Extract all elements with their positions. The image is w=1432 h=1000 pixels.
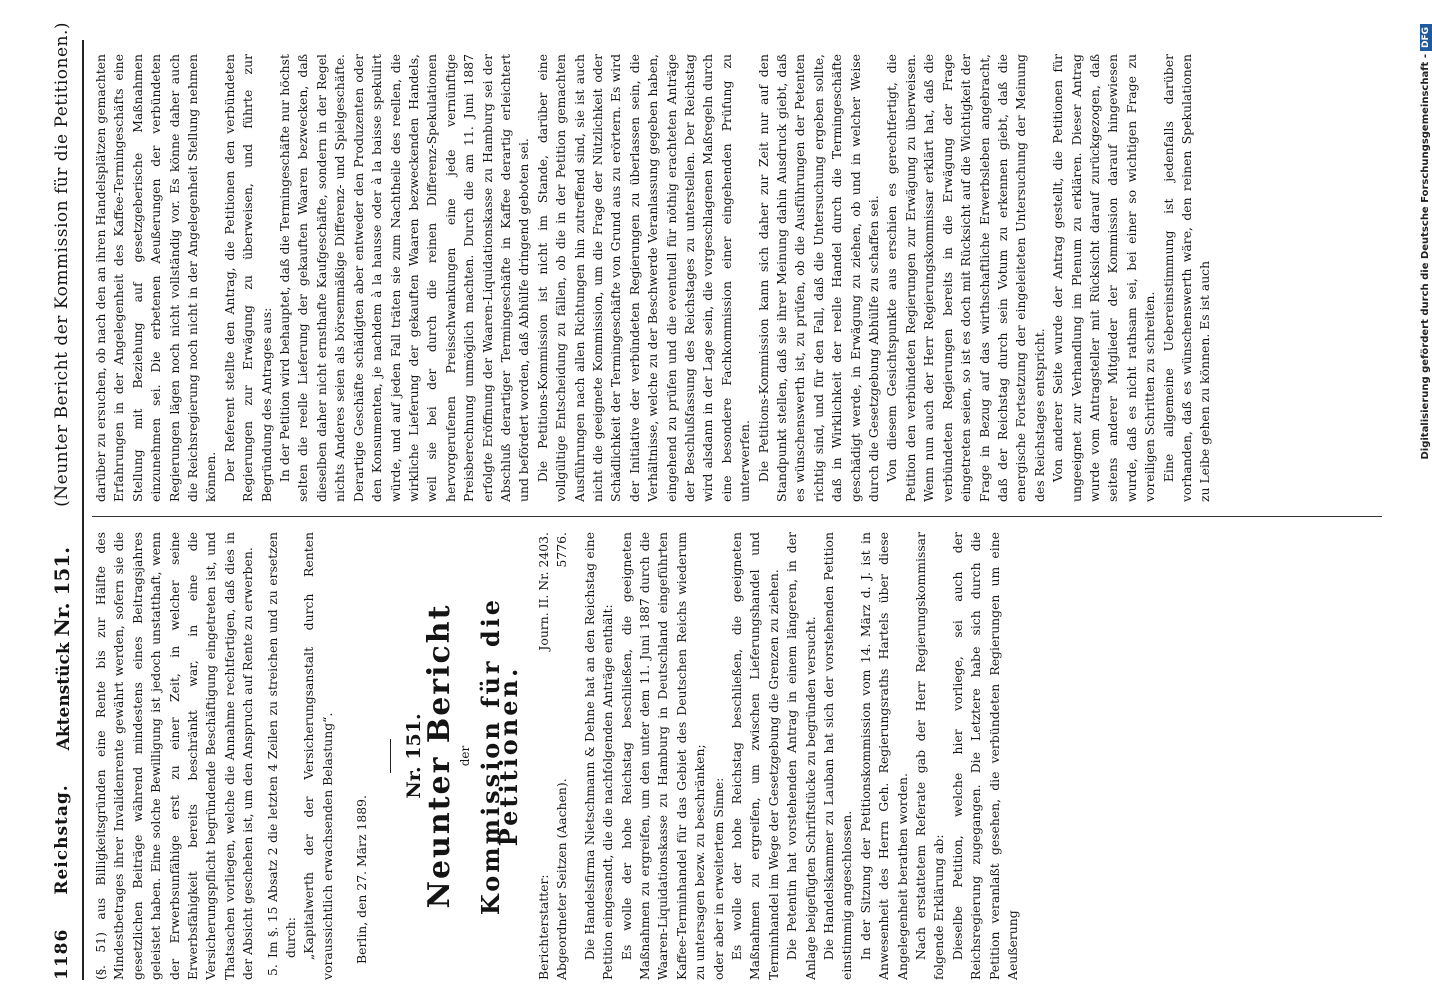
digitization-credit (1420, 24, 1432, 984)
reporter-label: Berichterstatter: (535, 874, 551, 980)
list-quote: „Kapitalwerth der der Versicherungsanstalt durch Renten voraussichtlich erwachsenden Belastung“. (301, 532, 335, 980)
left-column (92, 532, 1382, 980)
list-number: 5. (264, 964, 280, 976)
page-number: 1186 (52, 928, 72, 980)
paragraph: Der Referent stellte den Antrag, die Petitionen den verbündeten Regierungen zur Erwägung zu überweisen, und führte zur Begründung des Antrages aus: (221, 54, 274, 502)
paragraph: In der Petition wird behauptet, daß die Termingeschäfte nur höchst selten die reelle Lieferung der gekauften Waaren bezwecken, daß dieselben daher nicht ernsthafte Kaufgeschäfte, sondern in der Regel nichts Anderes seien als börsenmäßige Differenz- und Spielgeschäfte. Derartige Geschäfte schädigten aber entweder den Produzenten oder den Konsumenten, je nachdem à la hausse oder à la baisse spekulirt würde, und auf jeden Fall träten sie zum Nachtheile des reellen, die wirkliche Lieferung der gekauften Waaren bezweckenden Handels, weil sie bei der durch die reinen Differenz-Spekulationen hervorgerufenen Preisschwankungen eine jede vernünftige Preisberechnung unmöglich machten. Durch die am 11. Juni 1887 erfolgte Eröffnung der Waaren-Liquidationskasse zu Hamburg sei der Abschluß derartiger Termingeschäfte in Kaffee derartig erleichtert und befördert worden, daß Abhülfe dringend geboten sei. (277, 54, 532, 502)
paragraph: Dieselbe Petition, welche hier vorliege, sei auch der Reichsregierung zugegangen. Die Letztere habe sich durch die Petition veranlaßt gesehen, die verbündeten Regierungen um eine Aeußerung (949, 532, 1021, 980)
paragraph: oder aber in erweitertem Sinne: (710, 777, 726, 980)
paragraph: Es wolle der hohe Reichstag beschließen, die geeigneten Maßnahmen zu ergreifen, um zwischen Lieferungshandel und Terminhandel im Wege der Gesetzgebung die Grenzen zu ziehen. (728, 532, 781, 980)
paragraph: darüber zu ersuchen, ob nach den an ihren Handelsplätzen gemachten Erfahrungen in der Angelegenheit des Kaffee-Termingeschäfts eine Stellung mit Beziehung auf gesetzgeberische Maßnahmen einzunehmen sei. Die erbetenen Aeußerungen der verbündeten Regierungen lägen noch nicht vollständig vor. Es könne daher auch die Reichsregierung noch nicht in der Angelegenheit Stellung nehmen können. (93, 54, 219, 502)
dateline: Berlin, den 27. März 1889. (354, 795, 370, 964)
paragraph: Die Petentin hat vorstehenden Antrag in einem längeren, in der Anlage beigefügten Schriftstücke zu begründen versucht. (784, 532, 818, 980)
journal-ref-2: 5776. (553, 532, 569, 568)
intro-paragraph: (§. 51) aus Billigkeitsgründen eine Rente bis zur Hälfte des Mindestbetrages ihrer Invalidenrente gewährt werden, sofern sie die gesetzlichen Beiträge während mindestens eines Beitragsjahres geleistet haben. Eine solche Bewilligung ist jedoch unstatthaft, wenn der Erwerbsunfähige erst zu einer Zeit, in welcher seine Erwerbsfähigkeit bereits beschränkt war, in eine die Versicherungspflicht begründende Beschäftigung eingetreten ist, und Thatsachen vorliegen, welche die Annahme rechtfertigen, daß dies in der Absicht geschehen ist, um den Anspruch auf Rente zu erwerben. (93, 532, 256, 980)
paragraph: Es wolle der hohe Reichstag beschließen, die geeigneten Maßnahmen zu ergreifen, um den unter dem 11. Juni 1887 durch die Waaren-Liquidationskasse zu Hamburg in Deutschland eingeführten Kaffee-Terminhandel für das Gebiet des Deutschen Reichs wiederum zu untersagen bezw. zu beschränken; (618, 532, 708, 980)
separator-rule (390, 739, 391, 773)
document-label (50, 547, 74, 750)
journal-block (535, 532, 571, 651)
right-column (92, 54, 1382, 502)
paragraph: Von anderer Seite wurde der Antrag gestellt, die Petitionen für ungeeignet zur Verhandlung im Plenum zu erklären. Dieser Antrag wurde vom Antragsteller mit Rücksicht darauf zurückgezogen, daß seitens anderer Mitglieder der Kommission darauf hingewiesen wurde, daß es nicht rathsam sei, bei einer so wichtigen Frage zu voreiligen Schritten zu schreiten. (1050, 54, 1158, 502)
page-header (42, 21, 84, 980)
reporter-name: Abgeordneter Seitzen (Aachen). (553, 778, 569, 980)
list-item-text: Im §. 15 Absatz 2 die letzten 4 Zeilen zu streichen und zu ersetzen durch: (264, 532, 299, 958)
column-rule (92, 516, 1382, 517)
paragraph: Die Handelsfirma Nietschmann & Dehne hat an den Reichstag eine Petition eingesandt, die die nachfolgenden Anträge enthält: (581, 532, 616, 980)
paragraph: Die Petitions-Kommission ist nicht im Stande, darüber eine vollgültige Entscheidung zu fällen, ob die in der Petition gemachten Ausführungen nach allen Richtungen hin zutreffend sind, sie ist auch nicht die geeignete Kommission, um die Frage der Nützlichkeit oder Schädlichkeit der Termingeschäfte von Grund aus zu erörtern. Es wird der Initiative der verbündeten Regierungen zu überlassen sein, die Verhältnisse, welche zu der Beschwerde Veranlassung gegeben haben, eingehend zu prüfen und die eventuell für nöthig erachteten Anträge der Beschlußfassung des Reichstages zu unterstellen. Der Reichstag wird alsdann in der Lage sein, die vorgeschlagenen Maßregeln durch eine besondere Fachkommission einer eingehenden Prüfung zu unterwerfen. (534, 54, 753, 502)
running-subject: (Neunter Bericht der Kommission für die Petitionen.) (52, 21, 72, 507)
running-title: Reichstag. (52, 784, 72, 895)
report-der: der (457, 745, 472, 767)
paragraph: In der Sitzung der Petitionskommission vom 14. März d. J. ist in Anwesenheit des Herrn Geh. Regierungsraths Hartels über diese Angelegenheit berathen worden. (857, 532, 910, 980)
credit-text (1420, 24, 1432, 964)
credit-line: Digitalisierung gefördert durch die Deutsche Forschungsgemeinschaft - (1420, 54, 1431, 460)
report-meta (535, 532, 571, 980)
document-label-text: Aktenstück (54, 642, 74, 751)
paragraph: Von diesem Gesichtspunkte aus erschien es gerechtfertigt, die Petition den verbündeten Regierungen zur Erwägung zu überweisen. Wenn nun auch der Herr Regierungskommissar erklärt hat, daß die verbündeten Regierungen bereits in die Erwägung der Frage eingetreten seien, so ist es doch mit Rücksicht auf die Wichtigkeit der Frage in Bezug auf das wirthschaftliche Erwerbsleben angebracht, daß der Reichstag durch sein Votum zu erkennen giebt, daß die energische Fortsetzung der eingeleiteten Untersuchung der Meinung des Reichstages entspricht. (884, 54, 1047, 502)
report-number: Nr. 151. (402, 713, 425, 799)
dfg-badge: DFG (1420, 24, 1432, 51)
paragraph: Die Petitions-Kommission kann sich daher zur Zeit nur auf den Standpunkt stellen, daß sie ihrer Meinung dahin Ausdruck giebt, daß es wünschenswerth ist, zu prüfen, ob die Ausführungen der Petenten richtig sind, und für den Fall, daß die Untersuchung ergeben sollte, daß in Wirklichkeit der reelle Handel durch die Termingeschäfte geschädigt werde, in Erwägung zu ziehen, ob und in welcher Weise durch die Gesetzgebung Abhülfe zu schaffen sei. (755, 54, 882, 502)
paragraph: Die Handelskammer zu Lauban hat sich der vorstehenden Petition einstimmig angeschlossen. (821, 532, 855, 980)
list-item-5 (264, 532, 301, 980)
paragraph: Nach erstattetem Referate gab der Herr Regierungskommissar folgende Erklärung ab: (913, 532, 947, 980)
rotated-page (30, 0, 1398, 1000)
document-number: Nr. 151. (50, 546, 74, 637)
report-title: Neunter Bericht (422, 603, 458, 909)
journal-ref: Journ. II. Nr. 2403. (535, 532, 551, 651)
paragraph: Eine allgemeine Uebereinstimmung ist jedenfalls darüber vorhanden, daß es wünschenswerth wäre, den reinen Spekulationen zu Leibe gehen zu können. Es ist auch (1160, 54, 1213, 502)
reporter-block (535, 778, 571, 980)
report-subtitle: Kommission für die Petitionen. (475, 596, 524, 916)
